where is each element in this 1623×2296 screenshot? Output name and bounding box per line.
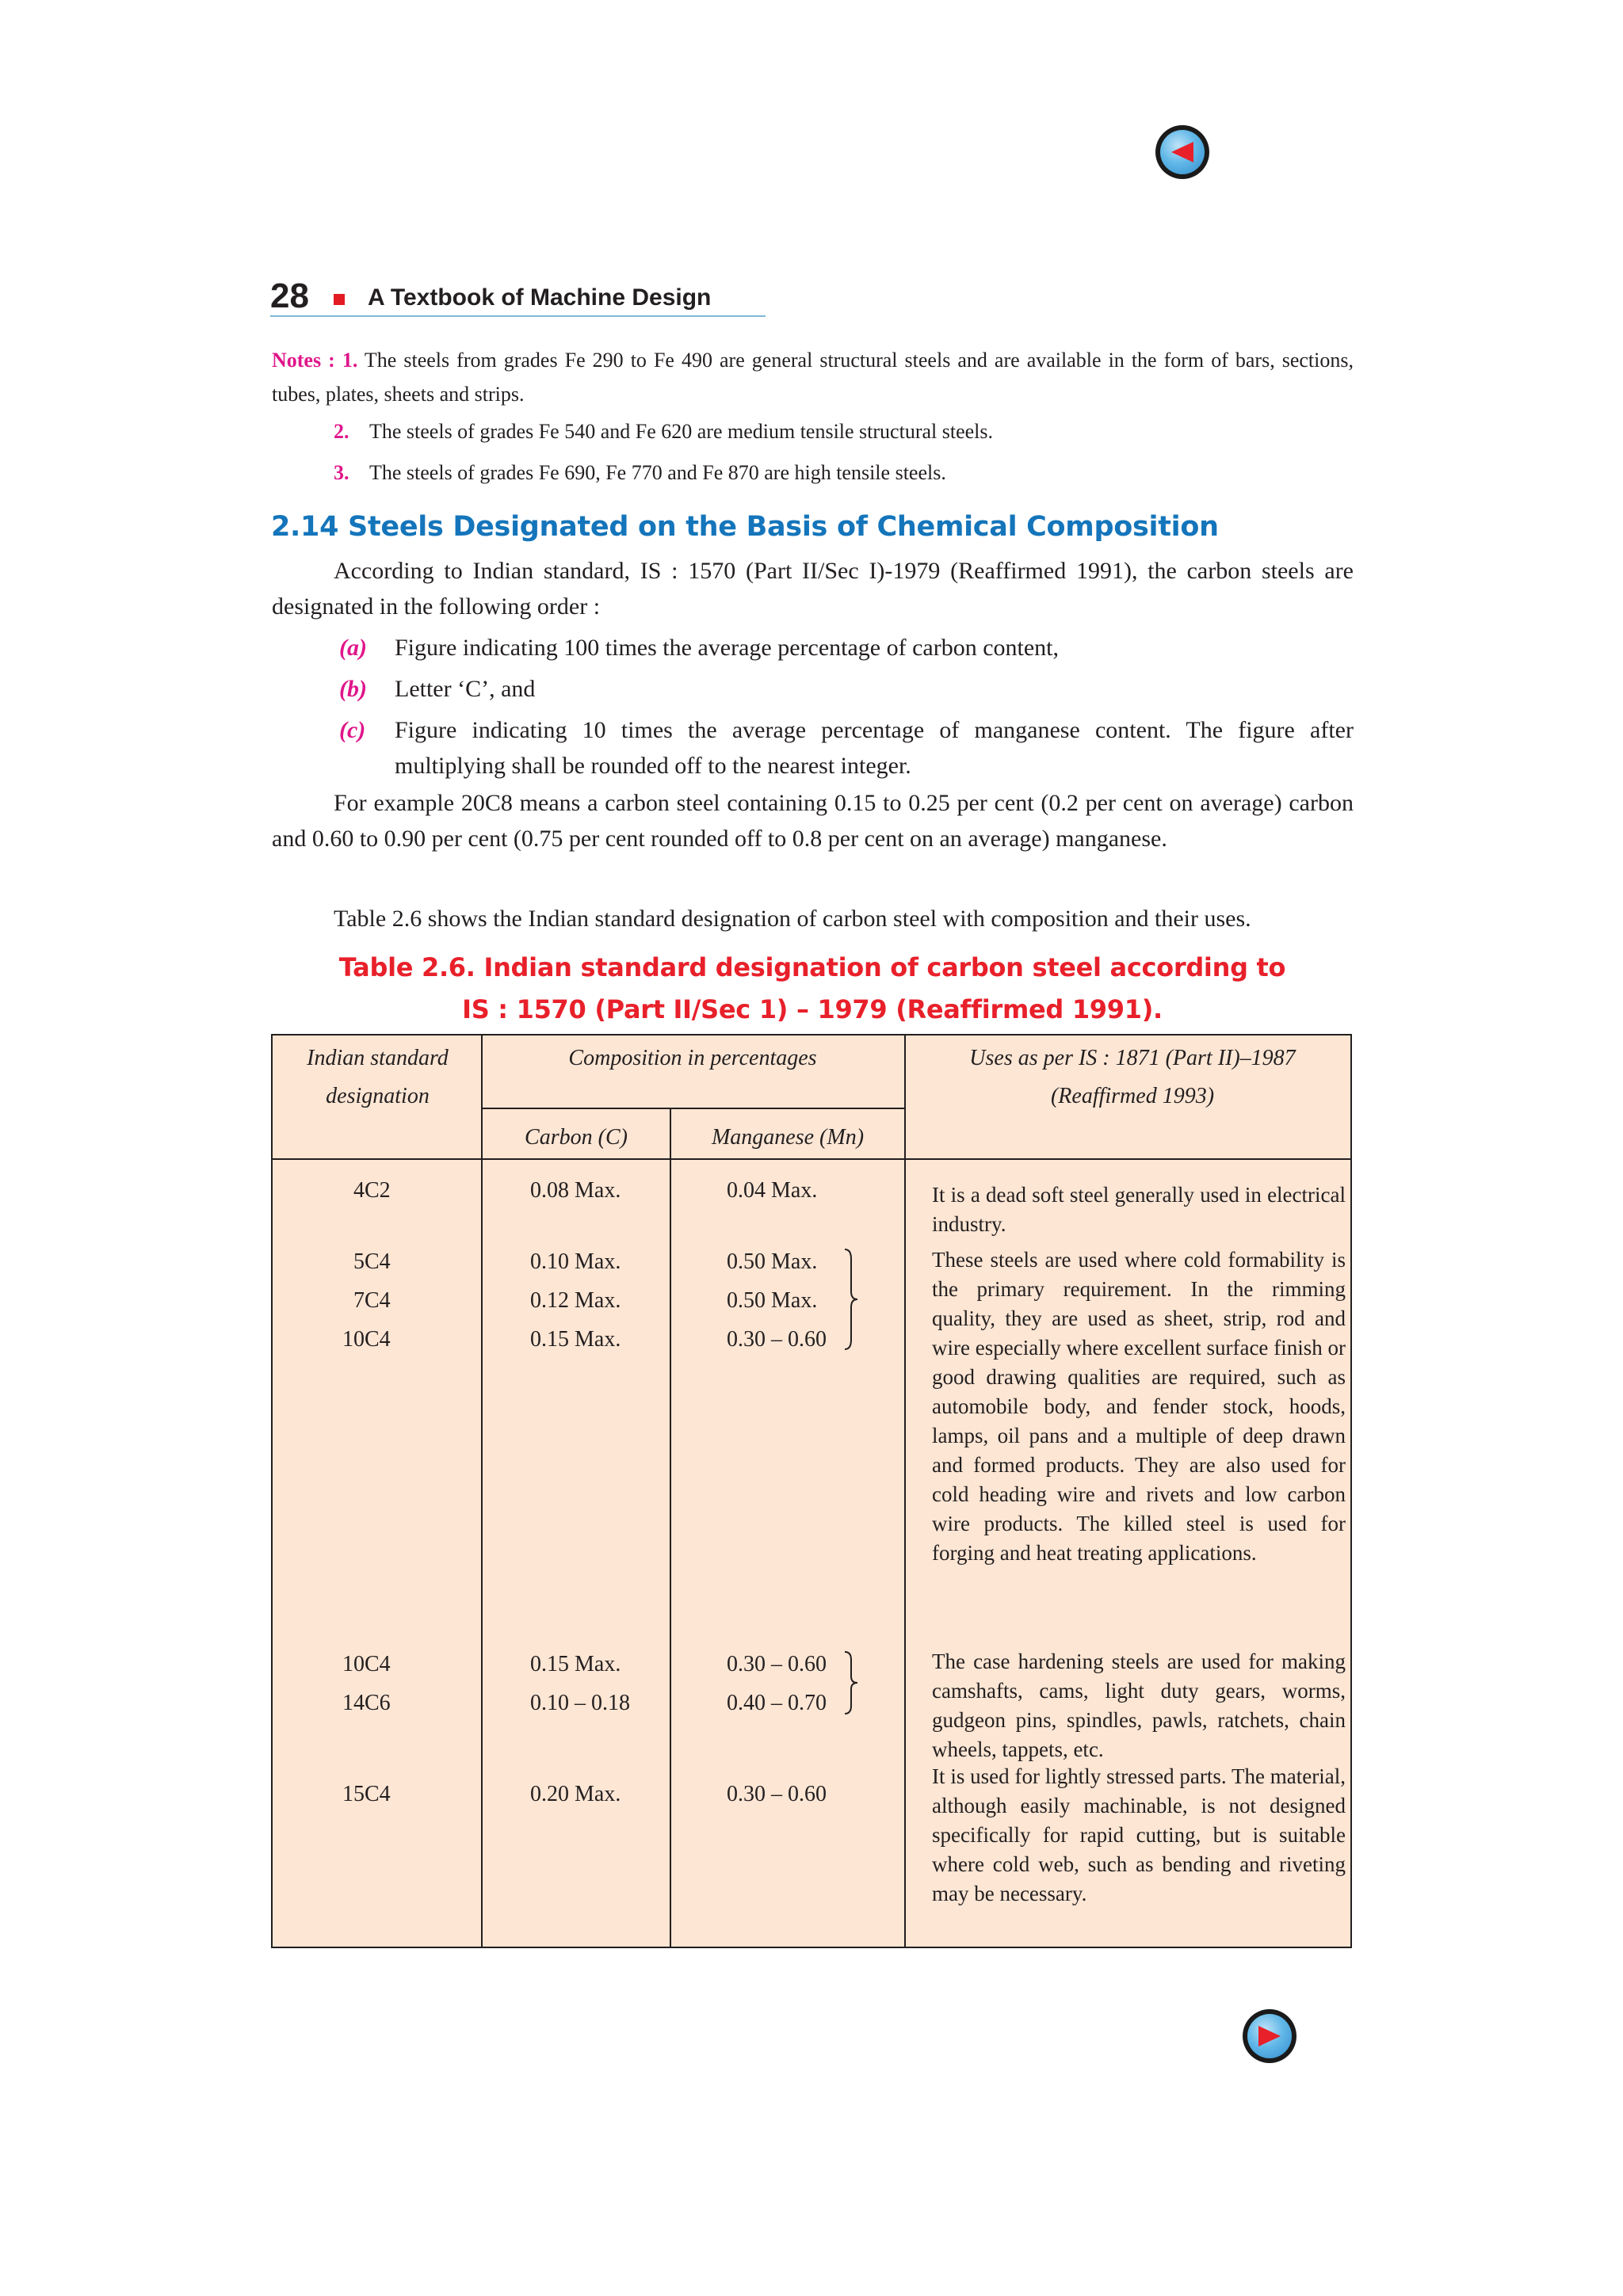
notes-lead: Notes : 1.: [272, 349, 358, 372]
header-rule: [270, 315, 766, 317]
header-manganese: Manganese (Mn): [711, 1125, 865, 1150]
cell-manganese: 0.30 – 0.60: [727, 1327, 827, 1352]
square-bullet-icon: [334, 294, 345, 305]
right-brace-icon: [843, 1650, 861, 1715]
header-carbon: Carbon (C): [525, 1125, 628, 1150]
cell-carbon: 0.20 Max.: [530, 1782, 621, 1806]
example-paragraph: For example 20C8 means a carbon steel containing 0.15 to 0.25 per cent (0.2 per cent on average) carbon and 0.60 to 0.90 per cent (0.75 per cent rounded off to 0.8 per cent on an average) manganese.: [272, 790, 1354, 852]
cell-manganese: 0.04 Max.: [727, 1178, 818, 1203]
column-divider: [481, 1035, 483, 1947]
uses-text: The case hardening steels are used for making camshafts, cams, light duty gears, worms, gudgeon pins, spindles, pawls, ratchets, chain wheels, tappets, etc.: [932, 1650, 1346, 1761]
next-page-button[interactable]: [1243, 2009, 1296, 2063]
steel-designation-table: [271, 1034, 1352, 1948]
page-number: 28: [270, 277, 309, 315]
cell-designation: 14C6: [342, 1691, 391, 1715]
book-title: A Textbook of Machine Design: [368, 284, 712, 311]
section-heading: 2.14 Steels Designated on the Basis of Chemical Composition: [271, 511, 1219, 543]
running-head: [270, 276, 766, 317]
header-designation: Indian standard designation: [307, 1046, 449, 1108]
cell-manganese: 0.50 Max.: [727, 1249, 818, 1274]
intro-paragraph: According to Indian standard, IS : 1570 (Part II/Sec I)-1979 (Reaffirmed 1991), the carbon steels are designated in the following order :: [272, 558, 1354, 620]
right-brace-icon: [843, 1248, 861, 1351]
list-text: Figure indicating 100 times the average percentage of carbon content,: [395, 635, 1060, 661]
cell-designation: 7C4: [353, 1288, 391, 1313]
cell-carbon: 0.15 Max.: [530, 1652, 621, 1676]
list-text: Figure indicating 10 times the average percentage of manganese content. The figure after multiplying shall be rounded off to the nearest integer.: [395, 717, 1354, 779]
cell-designation: 5C4: [353, 1249, 391, 1274]
cell-manganese: 0.50 Max.: [727, 1288, 818, 1313]
list-item: [339, 630, 1354, 666]
cell-designation: 10C4: [342, 1652, 391, 1676]
column-divider: [904, 1035, 906, 1947]
cell-designation: 15C4: [342, 1782, 391, 1806]
header-divider: [481, 1108, 906, 1109]
list-item: [339, 671, 1354, 707]
cell-carbon: 0.08 Max.: [530, 1178, 621, 1203]
table-caption-line-1: Table 2.6. Indian standard designation of carbon steel according to: [338, 952, 1286, 982]
triangle-right-icon: [1247, 2014, 1292, 2058]
uses-text: It is a dead soft steel generally used in electrical industry.: [932, 1183, 1346, 1236]
cell-manganese: 0.40 – 0.70: [727, 1691, 827, 1715]
previous-page-button[interactable]: [1155, 125, 1209, 179]
list-item: [339, 712, 1354, 784]
table-caption-line-2: IS : 1570 (Part II/Sec 1) – 1979 (Reaffirmed 1991).: [462, 994, 1163, 1024]
list-label: (b): [339, 676, 367, 702]
cell-carbon: 0.12 Max.: [530, 1288, 621, 1313]
cell-carbon: 0.10 – 0.18: [530, 1691, 630, 1715]
uses-text: These steels are used where cold formability is the primary requirement. In the rimming quality, they are used as sheet, strip, rod and wire especially where excellent surface finish or good drawing qualities are required, such as automobile body, and fender stock, hoods, lamps, oil pans and a multiple of deep drawn and formed products. They are also used for cold heading wire and rivets and low carbon wire products. The killed steel is used for forging and heat treating applications.: [932, 1248, 1346, 1565]
notes-paragraph: [272, 343, 1354, 411]
list-label: (a): [339, 635, 367, 661]
cell-designation: 10C4: [342, 1327, 391, 1352]
cell-manganese: 0.30 – 0.60: [727, 1782, 827, 1806]
cell-manganese: 0.30 – 0.60: [727, 1652, 827, 1676]
note-text: The steels of grades Fe 690, Fe 770 and Fe 870 are high tensile steels.: [369, 461, 946, 484]
header-composition: Composition in percentages: [568, 1046, 817, 1070]
cell-designation: 4C2: [353, 1178, 391, 1203]
header-uses: Uses as per IS : 1871 (Part II)–1987 (Reaffirmed 1993): [969, 1046, 1296, 1108]
uses-text: It is used for lightly stressed parts. The material, although easily machinable, is not designed specifically for rapid cutting, but is suitable where cold web, such as bending and riveting may be necessary.: [932, 1764, 1346, 1905]
triangle-left-icon: [1160, 130, 1205, 174]
note-item: [334, 418, 993, 446]
header-bottom-rule: [273, 1158, 1350, 1160]
note-number: 3.: [334, 461, 349, 484]
note-1-text: The steels from grades Fe 290 to Fe 490 are general structural steels and are available in the form of bars, sections, tubes, plates, sheets and strips.: [272, 349, 1354, 406]
table-reference-paragraph: Table 2.6 shows the Indian standard designation of carbon steel with composition and their uses.: [334, 906, 1251, 932]
list-label: (c): [339, 717, 366, 743]
column-divider: [670, 1108, 671, 1947]
note-item: [334, 459, 946, 487]
cell-carbon: 0.10 Max.: [530, 1249, 621, 1274]
note-text: The steels of grades Fe 540 and Fe 620 are medium tensile structural steels.: [369, 420, 994, 443]
list-text: Letter ‘C’, and: [395, 676, 536, 702]
cell-carbon: 0.15 Max.: [530, 1327, 621, 1352]
note-number: 2.: [334, 420, 349, 443]
